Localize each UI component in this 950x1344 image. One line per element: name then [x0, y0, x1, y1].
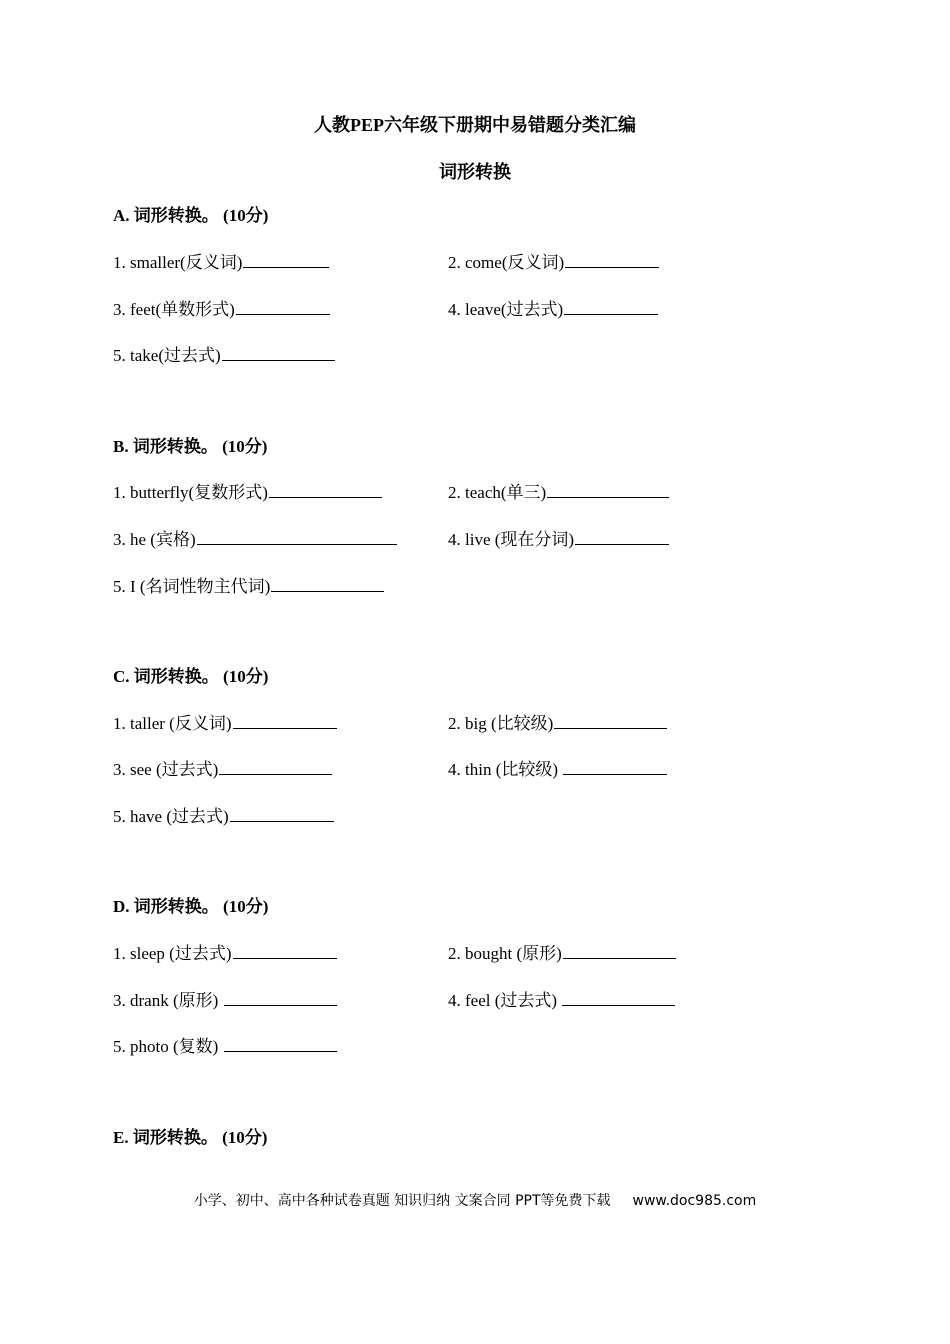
answer-blank[interactable] [563, 942, 676, 959]
answer-blank[interactable] [564, 298, 658, 315]
question-item: 4. leave(过去式) [448, 298, 658, 322]
question-item: 4. thin (比较级) [448, 758, 667, 782]
question-item: 1. butterfly(复数形式) [113, 481, 382, 505]
answer-blank[interactable] [233, 712, 337, 729]
question-item: 5. take(过去式) [113, 344, 335, 368]
footer-site-link[interactable]: www.doc985.com [632, 1193, 757, 1209]
question-item: 2. big (比较级) [448, 712, 667, 736]
section-heading-c: C. 词形转换。 (10分) [113, 667, 269, 686]
section-heading-d: D. 词形转换。 (10分) [113, 897, 269, 916]
answer-blank[interactable] [224, 989, 337, 1006]
footer-text: 小学、初中、高中各种试卷真题 知识归纳 文案合同 PPT等免费下载 [193, 1193, 611, 1209]
answer-blank[interactable] [575, 528, 669, 545]
question-item: 4. live (现在分词) [448, 528, 669, 552]
answer-blank[interactable] [563, 758, 667, 775]
question-item: 2. come(反义词) [448, 251, 659, 275]
answer-blank[interactable] [565, 251, 659, 268]
answer-blank[interactable] [269, 481, 382, 498]
question-item: 3. feet(单数形式) [113, 298, 330, 322]
question-item: 2. bought (原形) [448, 942, 676, 966]
question-item: 3. he (宾格) [113, 528, 397, 552]
answer-blank[interactable] [219, 758, 332, 775]
question-item: 1. taller (反义词) [113, 712, 337, 736]
page-footer [0, 1190, 950, 1212]
question-item: 1. sleep (过去式) [113, 942, 337, 966]
question-item: 2. teach(单三) [448, 481, 669, 505]
section-heading-a: A. 词形转换。 (10分) [113, 206, 269, 225]
answer-blank[interactable] [554, 712, 667, 729]
section-heading-e: E. 词形转换。 (10分) [113, 1128, 268, 1147]
question-item: 3. drank (原形) [113, 989, 337, 1013]
answer-blank[interactable] [271, 575, 384, 592]
answer-blank[interactable] [243, 251, 329, 268]
answer-blank[interactable] [222, 344, 335, 361]
question-item: 4. feel (过去式) [448, 989, 675, 1013]
answer-blank[interactable] [233, 942, 337, 959]
answer-blank[interactable] [197, 528, 397, 545]
answer-blank[interactable] [547, 481, 669, 498]
document-title: 人教PEP六年级下册期中易错题分类汇编 [314, 115, 636, 135]
question-item: 5. have (过去式) [113, 805, 334, 829]
answer-blank[interactable] [230, 805, 334, 822]
answer-blank[interactable] [224, 1035, 337, 1052]
question-item: 5. photo (复数) [113, 1035, 337, 1059]
section-heading-b: B. 词形转换。 (10分) [113, 437, 268, 456]
answer-blank[interactable] [236, 298, 330, 315]
question-item: 5. I (名词性物主代词) [113, 575, 384, 599]
answer-blank[interactable] [562, 989, 675, 1006]
document-subtitle: 词形转换 [439, 162, 511, 182]
question-item: 3. see (过去式) [113, 758, 332, 782]
question-item: 1. smaller(反义词) [113, 251, 329, 275]
